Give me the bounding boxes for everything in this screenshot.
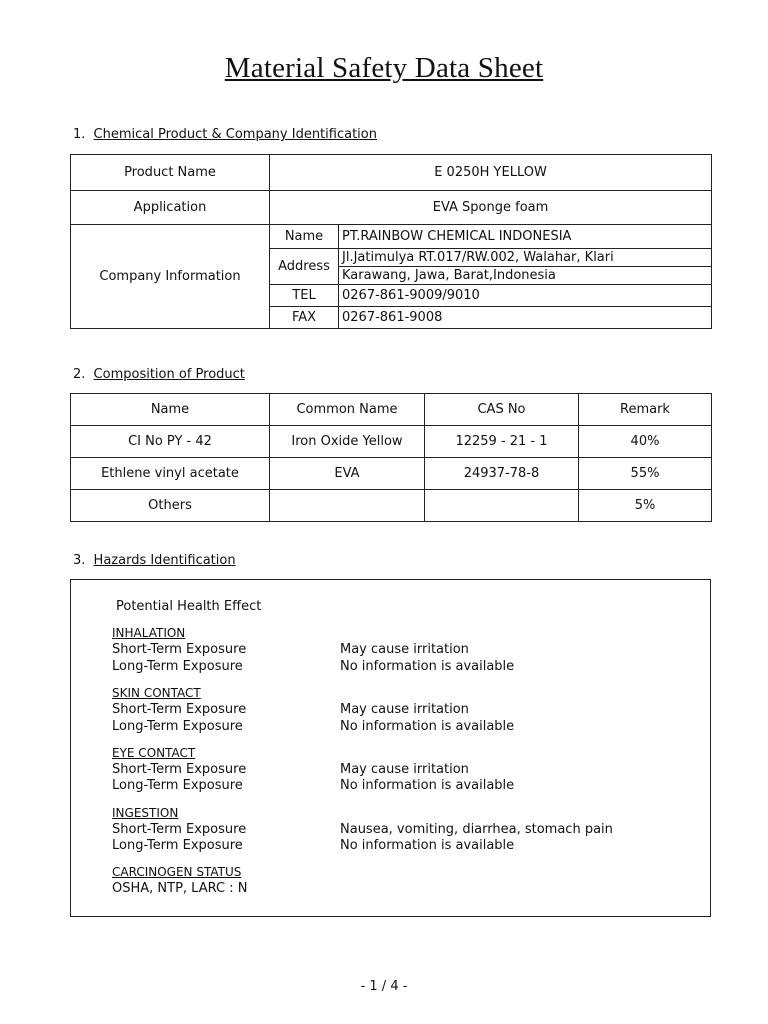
ingestion-short-value: Nausea, vomiting, diarrhea, stomach pain xyxy=(340,822,613,837)
carcinogen-status-value: OSHA, NTP, LARC : N xyxy=(112,881,248,896)
eye-short-label: Short-Term Exposure xyxy=(112,762,247,777)
skin-long-value: No information is available xyxy=(340,719,515,734)
product-identification-table xyxy=(70,154,712,329)
table-header-row xyxy=(71,394,712,426)
ingestion-long-label: Long-Term Exposure xyxy=(112,838,243,853)
inhalation-short-label: Short-Term Exposure xyxy=(112,642,247,657)
application-value: EVA Sponge foam xyxy=(270,191,712,225)
table-cell: CI No PY - 42 xyxy=(71,426,270,458)
ingestion-short-label: Short-Term Exposure xyxy=(112,822,247,837)
skin-short-label: Short-Term Exposure xyxy=(112,702,247,717)
table-cell: 40% xyxy=(579,426,712,458)
fax-value: 0267-861-9008 xyxy=(339,307,712,329)
table-cell: Ethlene vinyl acetate xyxy=(71,458,270,490)
company-name-label: Name xyxy=(270,225,339,249)
column-header: Name xyxy=(71,394,270,426)
table-cell: 5% xyxy=(579,490,712,522)
table-cell: 12259 - 21 - 1 xyxy=(425,426,579,458)
eye-long-value: No information is available xyxy=(340,778,515,793)
table-cell: Iron Oxide Yellow xyxy=(270,426,425,458)
section-1-number: 1. xyxy=(73,127,86,142)
section-1-heading xyxy=(73,127,377,142)
section-1-title: Chemical Product & Company Identification xyxy=(93,127,377,142)
product-name-value: E 0250H YELLOW xyxy=(270,155,712,191)
carcinogen-status-heading: CARCINOGEN STATUS xyxy=(112,865,242,879)
section-2-heading xyxy=(73,367,245,382)
product-name-label: Product Name xyxy=(71,155,270,191)
section-3-title: Hazards Identification xyxy=(93,553,236,568)
section-2-number: 2. xyxy=(73,367,86,382)
table-cell: Others xyxy=(71,490,270,522)
company-name-value: PT.RAINBOW CHEMICAL INDONESIA xyxy=(339,225,712,249)
table-row xyxy=(71,426,712,458)
company-information-label: Company Information xyxy=(71,225,270,329)
page-number: - 1 / 4 - xyxy=(360,979,408,994)
skin-long-label: Long-Term Exposure xyxy=(112,719,243,734)
section-3-heading xyxy=(73,553,236,568)
table-row xyxy=(71,458,712,490)
column-header: Remark xyxy=(579,394,712,426)
table-row xyxy=(71,490,712,522)
inhalation-long-value: No information is available xyxy=(340,659,515,674)
document-title: Material Safety Data Sheet xyxy=(224,52,544,84)
potential-health-effect-label: Potential Health Effect xyxy=(116,599,262,614)
hazards-box xyxy=(70,579,711,917)
table-cell xyxy=(270,490,425,522)
application-label: Application xyxy=(71,191,270,225)
table-cell xyxy=(425,490,579,522)
tel-value: 0267-861-9009/9010 xyxy=(339,285,712,307)
fax-label: FAX xyxy=(270,307,339,329)
column-header: CAS No xyxy=(425,394,579,426)
skin-contact-heading: SKIN CONTACT xyxy=(112,686,201,700)
address-label: Address xyxy=(270,249,339,285)
composition-table xyxy=(70,393,712,522)
section-2-title: Composition of Product xyxy=(93,367,245,382)
table-row xyxy=(71,225,712,249)
tel-label: TEL xyxy=(270,285,339,307)
table-cell: 55% xyxy=(579,458,712,490)
address-line-2: Karawang, Jawa, Barat,Indonesia xyxy=(339,267,712,285)
eye-contact-heading: EYE CONTACT xyxy=(112,746,196,760)
table-row xyxy=(71,155,712,191)
column-header: Common Name xyxy=(270,394,425,426)
table-cell: 24937-78-8 xyxy=(425,458,579,490)
eye-short-value: May cause irritation xyxy=(340,762,469,777)
section-3-number: 3. xyxy=(73,553,86,568)
ingestion-heading: INGESTION xyxy=(112,806,179,820)
inhalation-heading: INHALATION xyxy=(112,626,186,640)
eye-long-label: Long-Term Exposure xyxy=(112,778,243,793)
skin-short-value: May cause irritation xyxy=(340,702,469,717)
address-line-1: Jl.Jatimulya RT.017/RW.002, Walahar, Klari xyxy=(339,249,712,267)
inhalation-long-label: Long-Term Exposure xyxy=(112,659,243,674)
table-cell: EVA xyxy=(270,458,425,490)
ingestion-long-value: No information is available xyxy=(340,838,515,853)
table-row xyxy=(71,191,712,225)
inhalation-short-value: May cause irritation xyxy=(340,642,469,657)
